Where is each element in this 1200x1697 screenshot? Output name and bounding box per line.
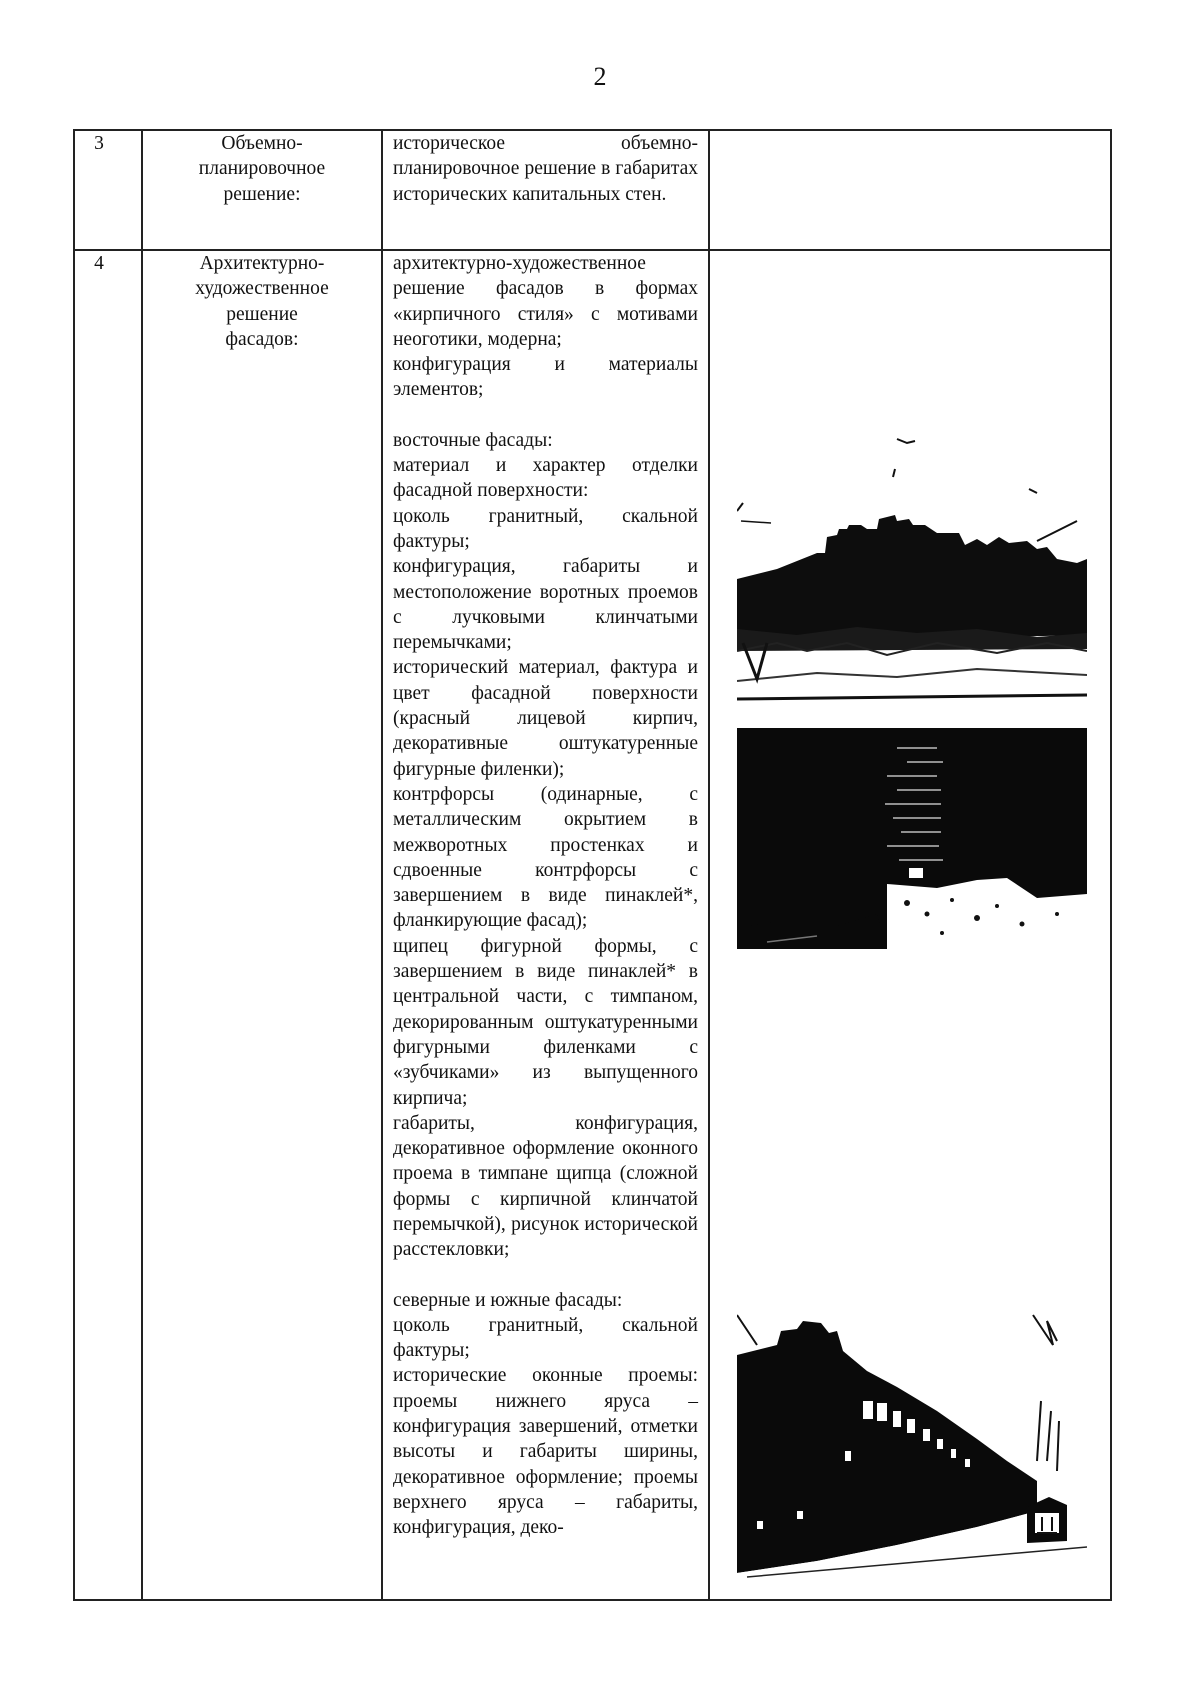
row-number-cell [74, 130, 142, 250]
row-title-line: Архитектурно- [199, 253, 325, 274]
row-title [143, 131, 381, 207]
description-paragraph: материал и характер отделки фасадной поверхности: [393, 455, 698, 502]
row-title-line: художественное [195, 278, 329, 300]
row-photo-cell [709, 130, 1111, 250]
brick-wall-detail-photo [737, 728, 1087, 949]
row-title-line: планировочное [198, 158, 326, 180]
row-title-line: решение [226, 303, 298, 325]
row-photo-cell [709, 250, 1111, 1600]
description-paragraph: габариты, конфигурация, декоративное оформление оконного проема в тимпане щипца (сложной формы с кирпичной клинчатой перемычкой), рисунок исторической расстекловки; [393, 1112, 698, 1261]
description-paragraph: контрфорсы (одинарные, с металлическим окрытием в межворотных простенках и сдвоенные контрфорсы с завершением в виде пинаклей*, фланкирующие фасад); [393, 783, 698, 932]
page-number: 2 [593, 62, 607, 91]
table-row-4 [74, 250, 1111, 1600]
row-title-line: фасадов: [225, 328, 299, 350]
description-paragraph: цоколь гранитный, скальной фактуры; [393, 505, 698, 552]
description-paragraph: конфигурация, габариты и местоположение воротных проемов с лучковыми клинчатыми перемычками; [393, 556, 698, 654]
description-paragraph: исторические оконные проемы: проемы нижнего яруса – конфигурация завершений, отметки высоты и габариты ширины, декоративное оформление; проемы верхнего яруса – габариты, конфигурация, деко- [393, 1365, 698, 1539]
description-paragraph: щипец фигурной формы, с завершением в виде пинаклей* в центральной части, с тимпаном, декорированным оштукатуренными фигурными филенками с «зубчиками» из выпущенного кирпича; [393, 935, 698, 1109]
row-title [143, 251, 381, 352]
north-south-facades-heading: северные и южные фасады: [393, 1289, 623, 1311]
row-title-cell [142, 130, 382, 250]
row-number: 3 [94, 133, 104, 154]
document-table [73, 129, 1112, 1601]
row-description-cell [382, 130, 709, 250]
row-description [383, 131, 708, 207]
row-description-cell [382, 250, 709, 1600]
east-facade-photo [737, 429, 1087, 703]
description-paragraph: архитектурно-художественное решение фасадов в формах «кирпичного стиля» с мотивами неоготики, модерна; [393, 253, 698, 350]
row-number: 4 [94, 253, 104, 274]
description-paragraph: историческое объемно-планировочное решение в габаритах исторических капитальных стен. [393, 133, 698, 205]
table-row-3 [74, 130, 1111, 250]
north-facade-photo [737, 1311, 1087, 1581]
row-number-cell [74, 250, 142, 1600]
description-paragraph: конфигурация и материалы элементов; [393, 354, 698, 401]
description-paragraph: цоколь гранитный, скальной фактуры; [393, 1314, 698, 1362]
description-paragraph: исторический материал, фактура и цвет фасадной поверхности (красный лицевой кирпич, декоративные оштукатуренные фигурные филенки); [393, 657, 698, 780]
row-title-cell [142, 250, 382, 1600]
row-title-line: Объемно- [221, 133, 303, 154]
east-facades-heading: восточные фасады: [393, 429, 553, 451]
row-title-line: решение: [223, 183, 301, 205]
row-description [383, 251, 708, 1541]
